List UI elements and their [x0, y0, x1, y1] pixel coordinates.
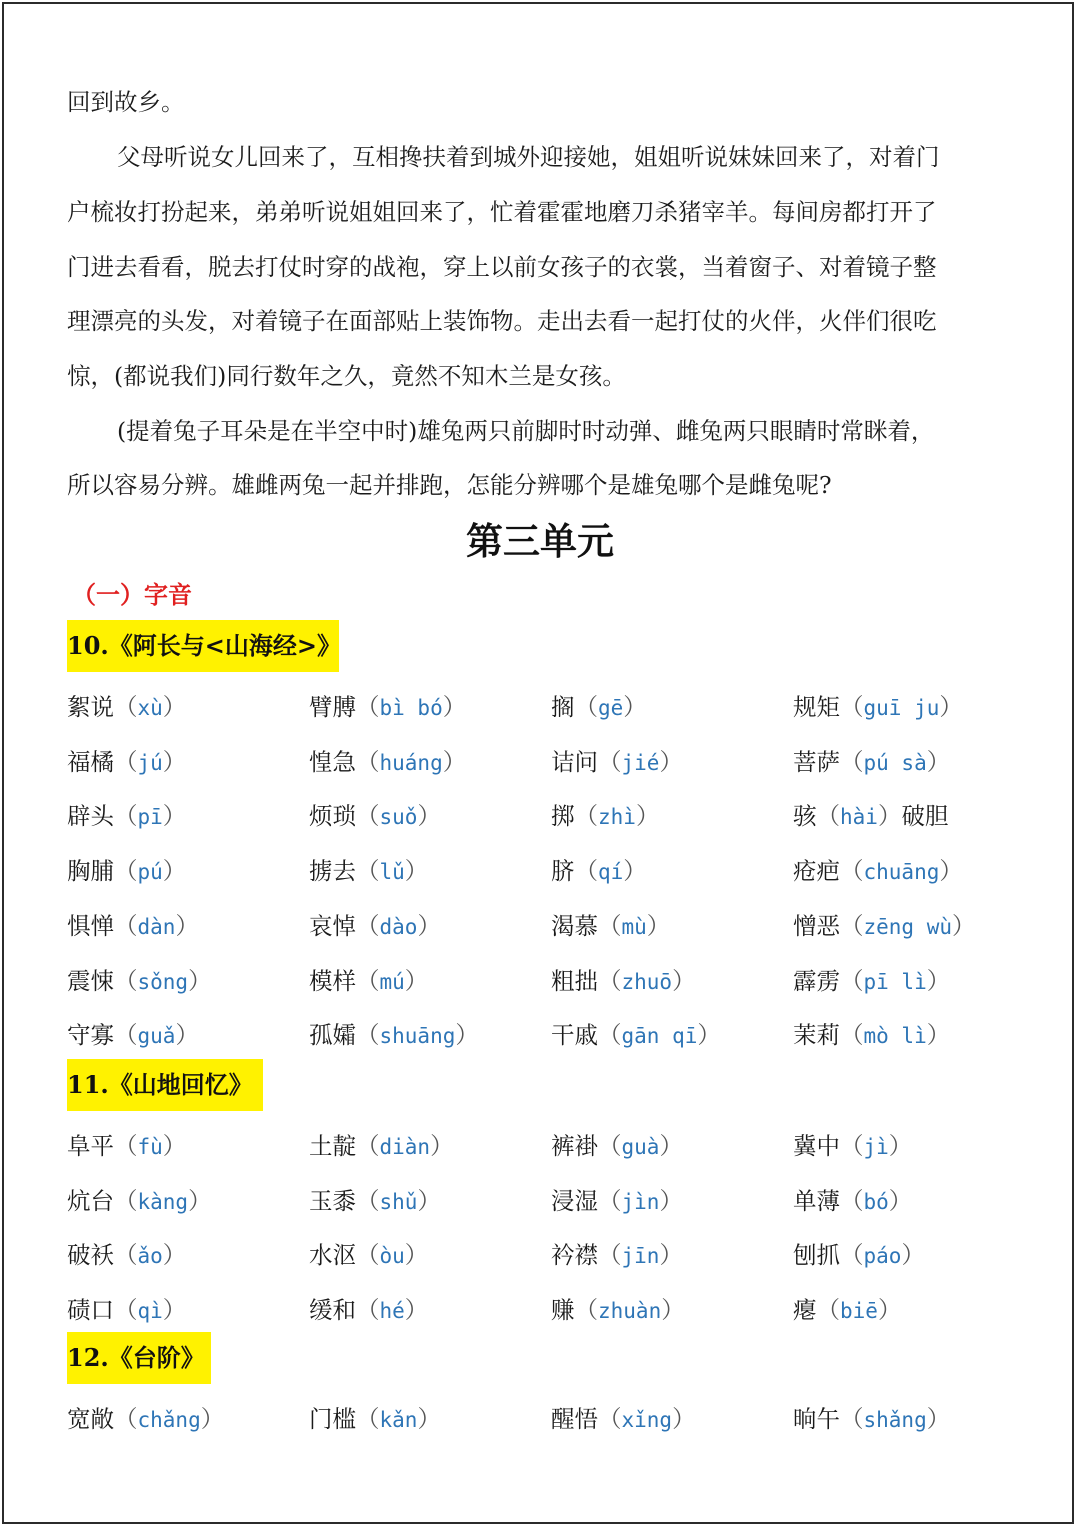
- vocab-word: 震悚: [67, 966, 114, 995]
- vocab-word: 骇: [793, 802, 817, 831]
- close-paren: ）: [888, 1186, 913, 1215]
- open-paren: （: [840, 1405, 864, 1433]
- close-paren: ）: [926, 966, 951, 995]
- vocab-entry: [793, 743, 950, 777]
- close-paren: ）: [162, 1132, 187, 1160]
- prose-line: 理漂亮的头发，对着镜子在面部贴上装饰物。走出去看一起打仗的火伴，火伴们很吃: [67, 307, 937, 335]
- open-paren: （: [840, 966, 864, 995]
- vocab-pinyin: zhuàn: [598, 1299, 662, 1324]
- vocab-entry: [551, 1016, 721, 1050]
- vocab-pinyin: jì: [863, 1135, 889, 1159]
- close-paren: ）: [175, 1021, 199, 1050]
- vocab-pinyin: chuāng: [863, 860, 940, 885]
- open-paren: （: [356, 1132, 380, 1160]
- open-paren: （: [356, 1186, 380, 1215]
- open-paren: （: [598, 1132, 622, 1160]
- vocab-word: 玉黍: [309, 1186, 356, 1215]
- open-paren: （: [114, 857, 138, 886]
- close-paren: ）: [672, 966, 696, 995]
- vocab-entry: [793, 688, 963, 722]
- prose-line: 门进去看看，脱去打仗时穿的战袍，穿上以前女孩子的衣裳，当着窗子、对着镜子整: [67, 253, 937, 281]
- vocab-entry: [67, 688, 186, 722]
- vocab-word: 浸湿: [551, 1186, 598, 1215]
- vocab-entry: [551, 743, 683, 777]
- vocab-word: 土靛: [309, 1132, 356, 1160]
- close-paren: ）: [635, 802, 660, 831]
- lesson-title: 12.《台阶》: [67, 1332, 211, 1384]
- open-paren: （: [598, 747, 622, 776]
- vocab-pinyin: pī lì: [863, 969, 927, 994]
- vocab-pinyin: ǎo: [137, 1244, 163, 1269]
- open-paren: （: [356, 966, 380, 995]
- vocab-pinyin: zhì: [598, 805, 636, 830]
- open-paren: （: [598, 1405, 622, 1433]
- open-paren: （: [356, 857, 380, 886]
- vocab-entry: [551, 1291, 685, 1325]
- vocab-word: 粗拙: [551, 966, 598, 995]
- close-paren: ）: [926, 1021, 951, 1050]
- close-paren: ）: [162, 693, 187, 721]
- vocab-word: 惧惮: [67, 911, 114, 940]
- vocab-entry: [309, 852, 428, 886]
- vocab-pinyin: xǐng: [621, 1408, 673, 1432]
- close-paren: ）: [200, 1405, 225, 1433]
- vocab-pinyin: chǎng: [137, 1408, 201, 1432]
- open-paren: （: [356, 1296, 380, 1325]
- close-paren: ）: [430, 1132, 454, 1160]
- vocab-word: 赚: [551, 1296, 575, 1325]
- close-paren: ）: [659, 1132, 683, 1160]
- vocab-pinyin: guī ju: [863, 696, 940, 720]
- vocab-suffix: 破胆: [901, 802, 949, 831]
- vocab-entry: [551, 797, 659, 831]
- vocab-entry: [793, 1182, 912, 1216]
- open-paren: （: [598, 1021, 622, 1050]
- close-paren: ）: [901, 1241, 925, 1270]
- open-paren: （: [840, 857, 864, 886]
- open-paren: （: [574, 802, 598, 831]
- close-paren: ）: [659, 1186, 683, 1215]
- prose-line: 惊，(都说我们)同行数年之久，竟然不知木兰是女孩。: [67, 362, 626, 390]
- vocab-entry: [551, 1400, 696, 1434]
- vocab-pinyin: jīn: [621, 1244, 660, 1269]
- prose-line: 父母听说女儿回来了，互相搀扶着到城外迎接她，姐姐听说妹妹回来了，对着门: [117, 143, 940, 171]
- vocab-word: 单薄: [793, 1186, 840, 1215]
- vocab-word: 孤孀: [309, 1021, 356, 1050]
- vocab-entry: [67, 1291, 186, 1325]
- close-paren: ）: [162, 747, 187, 776]
- close-paren: ）: [623, 857, 647, 886]
- open-paren: （: [356, 693, 380, 721]
- close-paren: ）: [697, 1021, 721, 1050]
- prose-line: (提着兔子耳朵是在半空中时)雄兔两只前脚时时动弹、雌兔两只眼睛时常眯着，: [117, 417, 935, 445]
- open-paren: （: [114, 966, 138, 995]
- open-paren: （: [816, 1296, 840, 1325]
- vocab-word: 絮说: [67, 693, 114, 721]
- close-paren: ）: [952, 911, 976, 940]
- vocab-pinyin: biē: [840, 1299, 878, 1324]
- close-paren: ）: [926, 1405, 951, 1433]
- vocab-word: 醒悟: [551, 1405, 598, 1433]
- vocab-pinyin: pú: [137, 860, 163, 885]
- vocab-word: 福橘: [67, 747, 114, 776]
- open-paren: （: [114, 693, 138, 721]
- close-paren: ）: [162, 802, 187, 831]
- vocab-word: 瘪: [793, 1296, 817, 1325]
- vocab-word: 辟头: [67, 802, 114, 831]
- prose-line: 户梳妆打扮起来，弟弟听说姐姐回来了，忙着霍霍地磨刀杀猪宰羊。每间房都打开了: [67, 198, 937, 226]
- open-paren: （: [598, 911, 622, 940]
- open-paren: （: [356, 911, 380, 940]
- vocab-entry: [793, 1016, 950, 1050]
- open-paren: （: [840, 1132, 864, 1160]
- vocab-word: 渴慕: [551, 911, 598, 940]
- vocab-word: 衿襟: [551, 1241, 598, 1270]
- vocab-entry: [67, 1182, 212, 1216]
- vocab-pinyin: shuāng: [379, 1024, 456, 1049]
- close-paren: ）: [404, 1296, 429, 1325]
- close-paren: ）: [623, 693, 647, 721]
- vocab-pinyin: shǔ: [379, 1189, 418, 1214]
- vocab-pinyin: zhuō: [621, 969, 673, 994]
- open-paren: （: [114, 1021, 138, 1050]
- vocab-pinyin: bì bó: [379, 696, 443, 720]
- open-paren: （: [840, 911, 864, 940]
- open-paren: （: [598, 966, 622, 995]
- open-paren: （: [598, 1186, 622, 1215]
- vocab-word: 干戚: [551, 1021, 598, 1050]
- close-paren: ）: [877, 1296, 902, 1325]
- close-paren: ）: [926, 747, 951, 776]
- vocab-pinyin: dàn: [137, 914, 176, 939]
- vocab-pinyin: guà: [621, 1135, 660, 1159]
- close-paren: ）: [877, 802, 902, 831]
- vocab-pinyin: bó: [863, 1189, 889, 1214]
- vocab-word: 霹雳: [793, 966, 840, 995]
- close-paren: ）: [188, 1186, 212, 1215]
- vocab-entry: [793, 1127, 912, 1161]
- vocab-word: 裤褂: [551, 1132, 598, 1160]
- vocab-word: 冀中: [793, 1132, 840, 1160]
- vocab-word: 规矩: [793, 693, 840, 721]
- vocab-pinyin: pī: [137, 805, 163, 830]
- vocab-word: 烦琐: [309, 802, 356, 831]
- close-paren: ）: [659, 747, 683, 776]
- vocab-word: 碛口: [67, 1296, 114, 1325]
- vocab-word: 刨抓: [793, 1241, 840, 1270]
- close-paren: ）: [442, 693, 467, 721]
- vocab-entry: [67, 1016, 199, 1050]
- lesson-title: 11.《山地回忆》: [67, 1059, 263, 1111]
- vocab-pinyin: páo: [863, 1244, 902, 1269]
- vocab-entry: [793, 1400, 950, 1434]
- vocab-entry: [551, 1236, 683, 1270]
- vocab-pinyin: guǎ: [137, 1024, 176, 1049]
- vocab-pinyin: huáng: [379, 750, 443, 775]
- close-paren: ）: [661, 1296, 685, 1325]
- close-paren: ）: [888, 1132, 913, 1160]
- vocab-word: 阜平: [67, 1132, 114, 1160]
- close-paren: ）: [162, 1296, 187, 1325]
- vocab-pinyin: dào: [379, 914, 418, 939]
- vocab-pinyin: jìn: [621, 1189, 660, 1214]
- vocab-entry: [551, 852, 647, 886]
- open-paren: （: [840, 693, 864, 721]
- open-paren: （: [114, 802, 138, 831]
- vocab-pinyin: mù: [621, 914, 647, 939]
- vocab-entry: [551, 907, 670, 941]
- vocab-pinyin: jié: [621, 750, 660, 775]
- unit-title: 第三单元: [466, 519, 614, 563]
- vocab-entry: [309, 1016, 479, 1050]
- vocab-word: 模样: [309, 966, 356, 995]
- vocab-entry: [309, 907, 441, 941]
- vocab-entry: [551, 1182, 683, 1216]
- vocab-entry: [793, 907, 976, 941]
- vocab-pinyin: gē: [598, 696, 624, 720]
- vocab-entry: [67, 1127, 186, 1161]
- vocab-entry: [309, 1236, 428, 1270]
- close-paren: ）: [162, 857, 187, 886]
- section-label: （一）字音: [72, 580, 192, 609]
- vocab-entry: [309, 1291, 428, 1325]
- vocab-entry: [793, 962, 950, 996]
- vocab-word: 掷: [551, 802, 575, 831]
- vocab-entry: [67, 1400, 224, 1434]
- vocab-entry: [793, 797, 948, 831]
- vocab-word: 水沤: [309, 1241, 356, 1270]
- close-paren: ）: [417, 1186, 441, 1215]
- close-paren: ）: [417, 802, 441, 831]
- vocab-word: 炕台: [67, 1186, 114, 1215]
- close-paren: ）: [175, 911, 199, 940]
- vocab-word: 守寡: [67, 1021, 114, 1050]
- lesson-title: 10.《阿长与<山海经>》: [67, 620, 339, 672]
- vocab-word: 缓和: [309, 1296, 356, 1325]
- vocab-entry: [67, 743, 186, 777]
- vocab-entry: [551, 688, 647, 722]
- close-paren: ）: [442, 747, 467, 776]
- close-paren: ）: [672, 1405, 696, 1433]
- vocab-entry: [309, 743, 466, 777]
- open-paren: （: [114, 1241, 138, 1270]
- vocab-word: 晌午: [793, 1405, 840, 1433]
- close-paren: ）: [939, 857, 963, 886]
- open-paren: （: [840, 747, 864, 776]
- prose-line: 所以容易分辨。雄雌两兔一起并排跑，怎能分辨哪个是雄兔哪个是雌兔呢?: [67, 471, 832, 499]
- vocab-pinyin: diàn: [379, 1135, 431, 1159]
- vocab-word: 门槛: [309, 1405, 356, 1433]
- open-paren: （: [598, 1241, 622, 1270]
- open-paren: （: [114, 1296, 138, 1325]
- vocab-word: 臂膊: [309, 693, 356, 721]
- vocab-entry: [309, 962, 428, 996]
- vocab-entry: [551, 962, 696, 996]
- vocab-entry: [67, 852, 186, 886]
- open-paren: （: [114, 747, 138, 776]
- vocab-entry: [793, 1291, 901, 1325]
- vocab-pinyin: jú: [137, 750, 163, 775]
- vocab-pinyin: pú sà: [863, 750, 927, 775]
- close-paren: ）: [646, 911, 671, 940]
- vocab-word: 哀悼: [309, 911, 356, 940]
- close-paren: ）: [404, 1241, 429, 1270]
- vocab-pinyin: òu: [379, 1244, 405, 1269]
- vocab-entry: [309, 1127, 454, 1161]
- open-paren: （: [114, 911, 138, 940]
- open-paren: （: [840, 1186, 864, 1215]
- vocab-entry: [67, 962, 212, 996]
- vocab-word: 诘问: [551, 747, 598, 776]
- vocab-entry: [309, 1400, 441, 1434]
- close-paren: ）: [404, 857, 429, 886]
- vocab-entry: [309, 688, 466, 722]
- vocab-pinyin: xù: [137, 696, 163, 720]
- vocab-pinyin: zēng wù: [863, 914, 953, 939]
- vocab-word: 宽敞: [67, 1405, 114, 1433]
- close-paren: ）: [455, 1021, 479, 1050]
- vocab-pinyin: kǎn: [379, 1408, 418, 1432]
- vocab-pinyin: hé: [379, 1299, 405, 1324]
- close-paren: ）: [417, 1405, 441, 1433]
- vocab-word: 菩萨: [793, 747, 840, 776]
- close-paren: ）: [404, 966, 429, 995]
- vocab-word: 疮疤: [793, 857, 840, 886]
- vocab-word: 脐: [551, 857, 575, 886]
- open-paren: （: [840, 1241, 864, 1270]
- vocab-pinyin: mú: [379, 969, 405, 994]
- open-paren: （: [574, 693, 598, 721]
- vocab-pinyin: qí: [598, 860, 624, 885]
- vocab-pinyin: hài: [840, 805, 878, 830]
- vocab-entry: [309, 797, 441, 831]
- open-paren: （: [356, 1241, 380, 1270]
- vocab-word: 搁: [551, 693, 575, 721]
- vocab-word: 茉莉: [793, 1021, 840, 1050]
- open-paren: （: [356, 1021, 380, 1050]
- vocab-entry: [551, 1127, 683, 1161]
- open-paren: （: [356, 802, 380, 831]
- close-paren: ）: [417, 911, 441, 940]
- vocab-word: 掳去: [309, 857, 356, 886]
- vocab-pinyin: kàng: [137, 1189, 189, 1214]
- close-paren: ）: [659, 1241, 683, 1270]
- vocab-entry: [67, 1236, 186, 1270]
- open-paren: （: [114, 1405, 138, 1433]
- vocab-pinyin: lǔ: [379, 860, 405, 885]
- open-paren: （: [114, 1186, 138, 1215]
- vocab-word: 破袄: [67, 1241, 114, 1270]
- vocab-entry: [793, 1236, 925, 1270]
- close-paren: ）: [939, 693, 963, 721]
- open-paren: （: [114, 1132, 138, 1160]
- vocab-entry: [67, 797, 186, 831]
- vocab-word: 憎恶: [793, 911, 840, 940]
- vocab-pinyin: suǒ: [379, 805, 418, 830]
- vocab-word: 胸脯: [67, 857, 114, 886]
- open-paren: （: [574, 1296, 598, 1325]
- vocab-word: 惶急: [309, 747, 356, 776]
- vocab-pinyin: fù: [137, 1135, 163, 1159]
- vocab-pinyin: gān qī: [621, 1024, 698, 1049]
- open-paren: （: [574, 857, 598, 886]
- open-paren: （: [840, 1021, 864, 1050]
- vocab-pinyin: mò lì: [863, 1024, 927, 1049]
- vocab-pinyin: sǒng: [137, 969, 189, 994]
- vocab-pinyin: qì: [137, 1299, 163, 1324]
- vocab-entry: [793, 852, 963, 886]
- open-paren: （: [816, 802, 840, 831]
- open-paren: （: [356, 747, 380, 776]
- vocab-pinyin: shǎng: [863, 1408, 927, 1432]
- close-paren: ）: [162, 1241, 187, 1270]
- prose-line: 回到故乡。: [67, 88, 185, 116]
- vocab-entry: [67, 907, 199, 941]
- open-paren: （: [356, 1405, 380, 1433]
- vocab-entry: [309, 1182, 441, 1216]
- close-paren: ）: [188, 966, 212, 995]
